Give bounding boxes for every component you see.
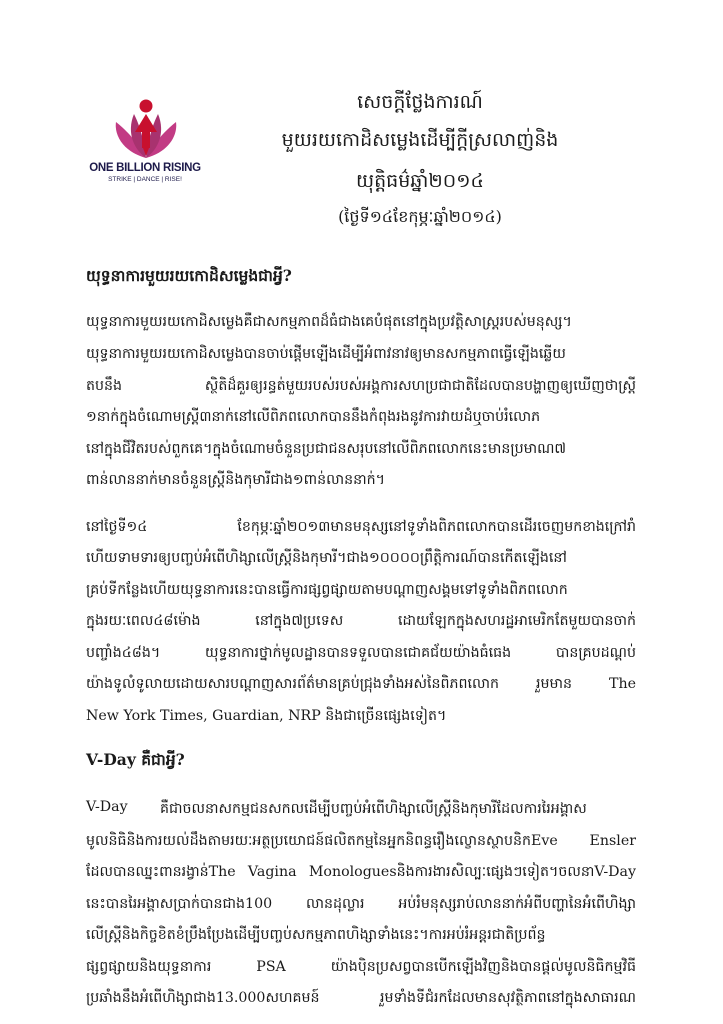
paragraph-line: ផ្សព្វផ្សាយនិងយុទ្ធនាការ PSA យ៉ាងប៉ិនប្រសព្វបានបើកឡើងវិញនិងបានផ្តល់មូលនិធិកម្មវិធី (86, 959, 636, 975)
paragraph-line: ដែលបានឈ្នះពានរង្វាន់The Vagina Monologuesនិងការងារសិល្បៈផ្សេងៗទៀត។ចលនាV-Day (86, 864, 636, 880)
one-billion-rising-logo (86, 96, 216, 188)
paragraph-line: ពាន់លាននាក់មានចំនួនស្រ្តីនិងកុមារីជាង១ពាន់លាននាក់។ (86, 472, 385, 488)
vday-label: V-Day (86, 799, 128, 815)
document-title: សេចក្តីថ្លែងការណ៍ (357, 91, 483, 113)
section-heading-what-is-vday: V-Day គឺជាអ្វី? (86, 750, 185, 769)
paragraph-line: New York Times, Guardian, NRP និងជាច្រើនផ្សេងទៀត។ (86, 708, 447, 724)
paragraph-line: យុទ្ធនាការមួយរយកោដិសម្លេងគឺជាសកម្មភាពដ៏ធំជាងគេបំផុតនៅក្នុងប្រវត្តិសាស្ត្ររបស់មនុស្ស។ (86, 314, 572, 330)
paragraph-line: ១នាក់ក្នុងចំណោមស្រ្តី៣នាក់នៅលើពិភពលោកបាននឹងកំពុងរងនូវការវាយដំឬចាប់រំលោភ (86, 409, 541, 425)
paragraph-line: ប្រឆាំងនឹងអំពើហិង្សាជាង13.000សហគមន៍ រួមទាំងទីជំរកដែលមានសុវត្ថិភាពនៅក្នុងសាធារណ (86, 990, 636, 1006)
lotus-figure-icon (106, 96, 186, 162)
logo-title: ONE BILLION RISING (89, 162, 201, 174)
paragraph-line: ហើយទាមទារឲ្យបញ្ចប់អំពើហិង្សាលើស្រ្តីនិងកុមារី។ជាង១០០០០ព្រឹត្តិការណ៍បានកើតឡើងនៅ (86, 550, 567, 566)
paragraph-line: មូលនិធិនិងការយល់ដឹងតាមរយៈអត្ថប្រយោជន៍ផលិតកម្មនៃអ្នកនិពន្ធរឿងល្ខោនស្ថាបនិកEve Ensler (86, 833, 636, 849)
document-date: (ថ្ងៃទី១៤ខែកុម្ភៈឆ្នាំ២០១៤) (338, 207, 502, 226)
paragraph-line: លើស្រ្តីនិងកិច្ចខិតខំប្រឹងប្រែងដើម្បីបញ្ចប់សកម្មភាពហិង្សាទាំងនេះ។ការអប់រំអន្តរជាតិប្រព័ន្ធ (86, 927, 546, 943)
paragraph-line: យុទ្ធនាការមួយរយកោដិសម្លេងបានចាប់ផ្តើមឡើងដើម្បីអំពាវនាវឲ្យមានសកម្មភាពធ្វើឡើងឆ្លើយ (86, 346, 566, 362)
paragraph-line: តបនឹង ស្ថិតិដ៏គួរឲ្យរន្ធត់មួយរបស់របស់អង្គការសហប្រជាជាតិដែលបានបង្ហាញឲ្យឃើញថាស្រ្តី (86, 378, 636, 394)
paragraph-line: នៅថ្ងៃទី១៤ ខែកុម្ភៈឆ្នាំ២០១៣មានមនុស្សនៅទូទាំងពិភពលោកបានដើរចេញមកខាងក្រៅរាំ (86, 519, 636, 535)
paragraph-line: បញ្ចាំង៤៨ង។ យុទ្ធនាការថ្នាក់មូលដ្ឋានបានទទួលបានជោគជ័យយ៉ាងធំធេង បានគ្របដណ្តប់ (86, 645, 636, 661)
paragraph-line: នៅក្នុងជីវិតរបស់ពួកគេ។ក្នុងចំណោមចំនួនប្រជាជនសរុបនៅលើពិភពលោកនេះមានប្រមាណ៧ (86, 441, 567, 457)
paragraph-line: គ្រប់ទីកន្លែងហើយយុទ្ធនាការនេះបានធ្វើការផ្សព្វផ្សាយតាមបណ្តាញសង្គមទៅទូទាំងពិភពលោក (86, 582, 568, 598)
paragraph-line: គឺជាចលនាសកម្មជនសកលដើម្បីបញ្ចប់អំពើហិង្សាលើស្រ្តីនិងកុមារីដែលការរៃអង្គាស (160, 801, 587, 817)
document-subtitle-line1: មួយរយកោដិសម្លេងដើម្បីក្តីស្រលាញ់និង (281, 129, 559, 151)
section-heading-what-is-obr: យុទ្ធនាការមួយរយកោដិសម្លេងជាអ្វី? (86, 266, 292, 285)
logo-tagline: STRIKE | DANCE | RISE! (108, 176, 182, 183)
document-subtitle-line2: យុត្តិធម៌ឆ្នាំ២០១៤ (355, 170, 485, 192)
paragraph-line: នេះបានរៃអង្គាសប្រាក់បានជាង100 លានដុល្លារ អប់រំមនុស្សរាប់លាននាក់អំពីបញ្ហានៃអំពើហិង្សា (86, 896, 636, 912)
paragraph-line: យ៉ាងទូលំទូលាយដោយសារបណ្តាញសារព័ត៌មានគ្រប់ជ្រុងទាំងអស់នៃពិភពលោក រួមមាន The (86, 676, 636, 692)
paragraph-line: ក្នុងរយៈពេល៤៨ម៉ោង នៅក្នុង៧ប្រទេស ដោយឡែកក្នុងសហរដ្ឋអាមេរិកតែមួយបានចាក់ (86, 613, 636, 629)
